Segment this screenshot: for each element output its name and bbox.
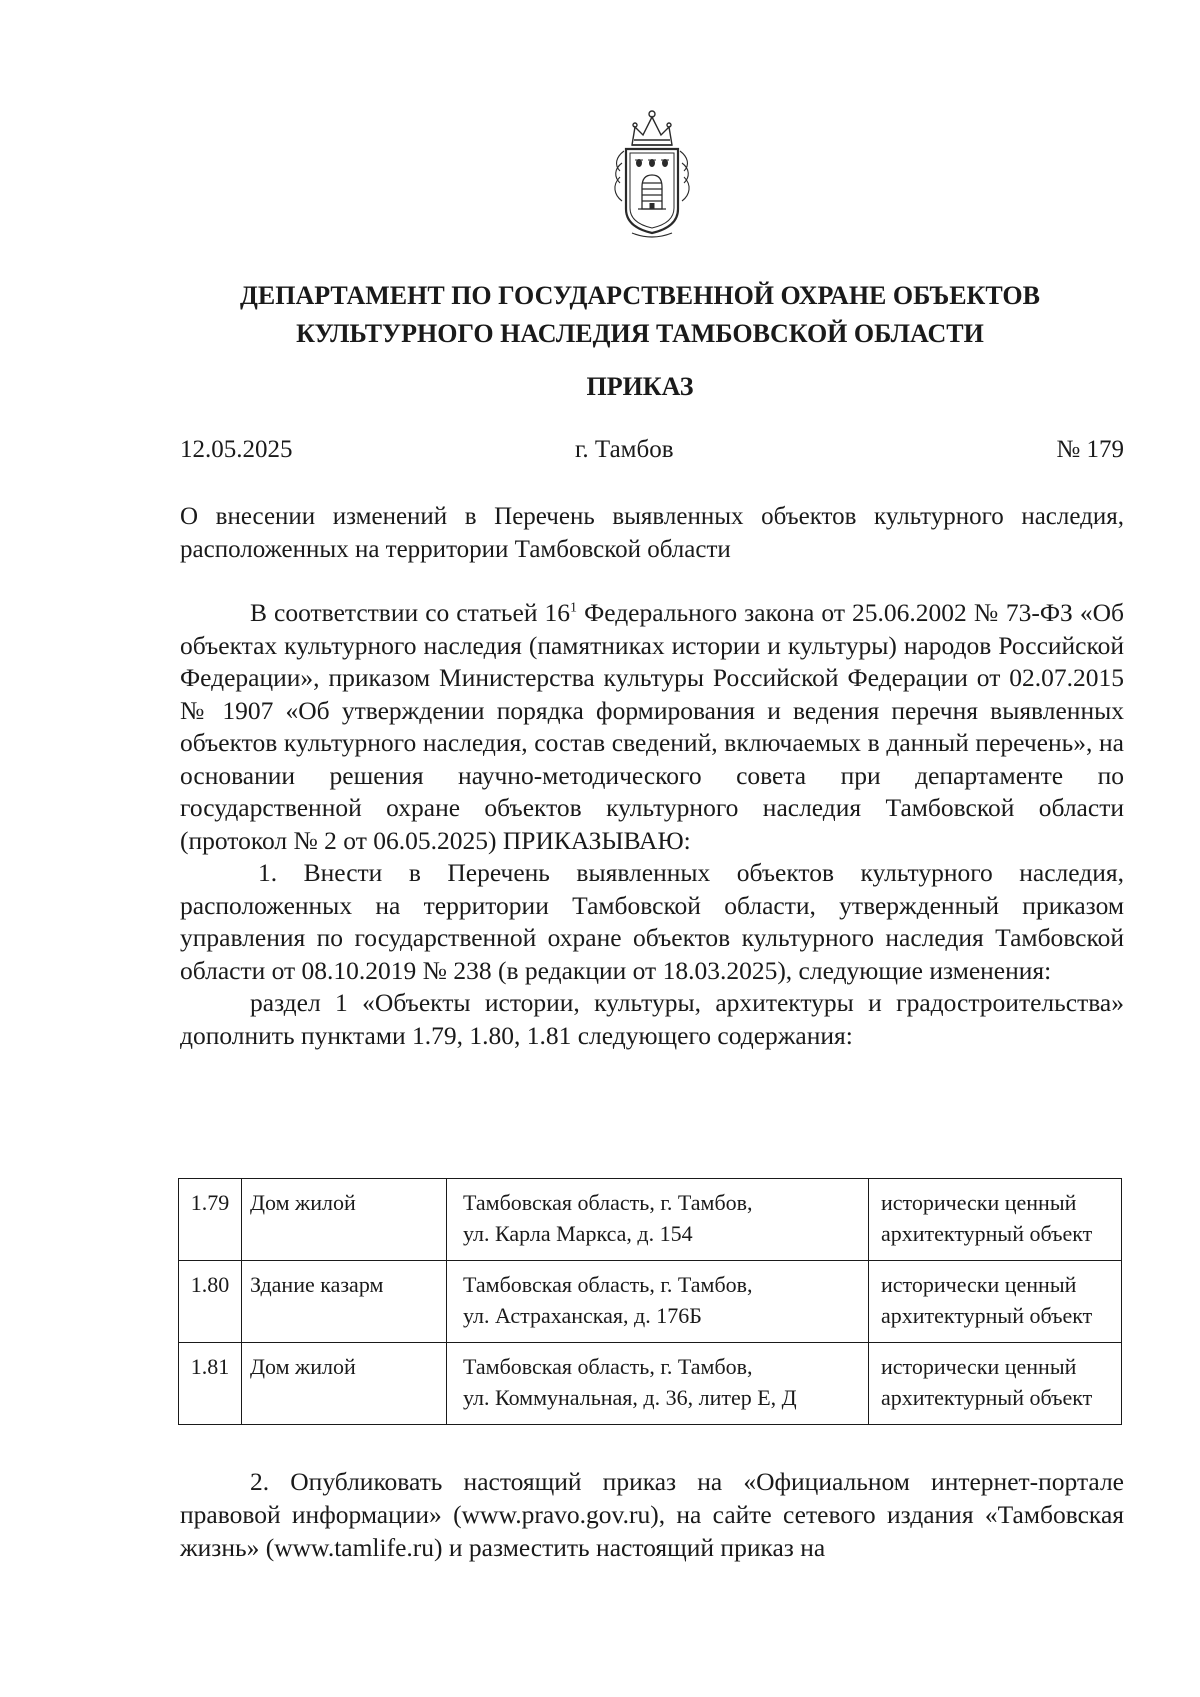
address-line-2: ул. Астраханская, д. 176Б [463, 1303, 702, 1328]
article-superscript: 1 [570, 600, 578, 616]
row-number: 1.81 [179, 1343, 242, 1425]
document-body [180, 597, 1124, 1052]
document-number: № 179 [1056, 436, 1124, 463]
object-category [869, 1343, 1122, 1425]
object-name: Здание казарм [242, 1261, 447, 1343]
header-line-2: КУЛЬТУРНОГО НАСЛЕДИЯ ТАМБОВСКОЙ ОБЛАСТИ [296, 319, 984, 348]
point-1-paragraph: 1. Внести в Перечень выявленных объектов культурного наследия, расположенных на территории Тамбовской области, утвержденный приказом управления по государственной охране объектов культурного наследия Тамбовской области от 08.10.2019 № 238 (в редакции от 18.03.2025), следующие изменения: [180, 858, 1124, 985]
objects-table [178, 1178, 1122, 1425]
row-number: 1.80 [179, 1261, 242, 1343]
category-line-1: исторически ценный [881, 1354, 1077, 1379]
object-address [447, 1261, 869, 1343]
document-city: г. Тамбов [575, 436, 674, 463]
address-line-1: Тамбовская область, г. Тамбов, [463, 1272, 753, 1297]
table-row [179, 1261, 1122, 1343]
object-address [447, 1343, 869, 1425]
document-type-title: ПРИКАЗ [586, 372, 694, 401]
row-number: 1.79 [179, 1179, 242, 1261]
category-line-1: исторически ценный [881, 1190, 1077, 1215]
point-2-paragraph: 2. Опубликовать настоящий приказ на «Официальном интернет-портале правовой информации» (www.pravo.gov.ru), на сайте сетевого издания «Тамбовская жизнь» (www.tamlife.ru) и разместить настоящий приказ на [180, 1467, 1124, 1562]
object-name: Дом жилой [242, 1343, 447, 1425]
document-subject: О внесении изменений в Перечень выявленных объектов культурного наследия, расположенных на территории Тамбовской области [180, 503, 1124, 563]
department-header [160, 277, 1120, 353]
category-line-2: архитектурный объект [881, 1303, 1093, 1328]
category-line-2: архитектурный объект [881, 1221, 1093, 1246]
table-row [179, 1343, 1122, 1425]
table-row [179, 1179, 1122, 1261]
address-line-1: Тамбовская область, г. Тамбов, [463, 1190, 753, 1215]
section-paragraph: раздел 1 «Объекты истории, культуры, архитектуры и градостроительства» дополнить пунктами 1.79, 1.80, 1.81 следующего содержания: [180, 988, 1124, 1050]
address-line-1: Тамбовская область, г. Тамбов, [463, 1354, 753, 1379]
address-line-2: ул. Коммунальная, д. 36, литер Е, Д [463, 1385, 797, 1410]
category-line-1: исторически ценный [881, 1272, 1077, 1297]
point-2-section [180, 1465, 1124, 1564]
preamble-text-end: Федерального закона от 25.06.2002 № 73-ФЗ «Об объектах культурного наследия (памятниках истории и культуры) народов Российской Федерации», приказом Министерства культуры Российской Федерации от 02.07.2015 № 1907 «Об утверждении порядка формирования и ведения перечня выявленных объектов культурного наследия, состав сведений, включаемых в данный перечень», на основании решения научно-методического совета при департаменте по государственной охране объектов культурного наследия Тамбовской области (протокол № 2 от 06.05.2025) ПРИКАЗЫВАЮ: [180, 598, 1124, 855]
header-line-1: ДЕПАРТАМЕНТ ПО ГОСУДАРСТВЕННОЙ ОХРАНЕ ОБЪЕКТОВ [240, 281, 1040, 310]
coat-of-arms-emblem [602, 105, 702, 243]
object-category [869, 1179, 1122, 1261]
document-date: 12.05.2025 [180, 436, 293, 463]
address-line-2: ул. Карла Маркса, д. 154 [463, 1221, 693, 1246]
object-address [447, 1179, 869, 1261]
object-name: Дом жилой [242, 1179, 447, 1261]
preamble-paragraph [180, 597, 1124, 857]
preamble-text-start: В соответствии со статьей 16 [250, 598, 571, 627]
object-category [869, 1261, 1122, 1343]
category-line-2: архитектурный объект [881, 1385, 1093, 1410]
